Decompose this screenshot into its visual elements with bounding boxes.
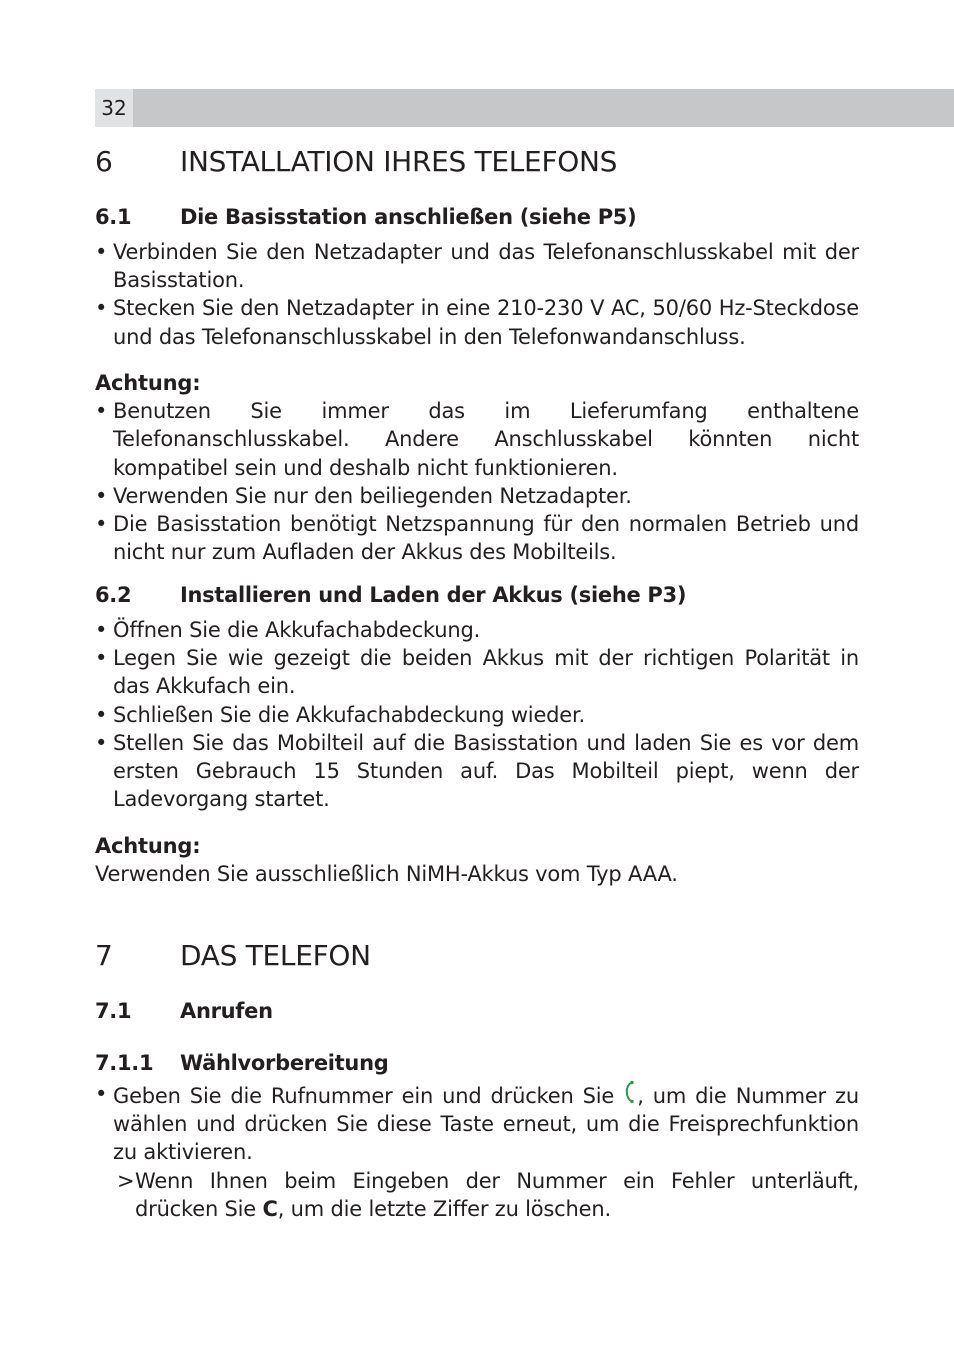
page-header-band (95, 89, 954, 127)
section-title: Anrufen (180, 999, 273, 1023)
section-number: 7 (95, 939, 113, 972)
section-title: Die Basisstation anschließen (siehe P5) (180, 205, 637, 229)
note-block (95, 832, 859, 888)
list-item: • Schließen Sie die Akkufachabdeckung wieder. (95, 702, 585, 727)
note-block (95, 369, 859, 566)
list-item: • Öffnen Sie die Akkufachabdeckung. (95, 618, 481, 642)
section-title: INSTALLATION IHRES TELEFONS (180, 145, 618, 178)
list-item: • Geben Sie die Rufnummer ein und drücken Sie , um die Nummer zu wählen und drücken Sie diese Taste erneut, um die Freisprechfunktion zu aktivieren. (95, 1082, 859, 1165)
list-item: • Benutzen Sie immer das im Lieferumfang enthaltene Telefonanschlusskabel. Andere Anschlusskabel könnten nicht kompatibel sein und deshalb nicht funktionieren. (95, 399, 859, 480)
note-text: Verwenden Sie ausschließlich NiMH-Akkus vom Typ AAA. (95, 862, 678, 887)
section-number: 7.1 (95, 999, 132, 1023)
sub-list-item: > Wenn Ihnen beim Eingeben der Nummer ein Fehler unterläuft, drücken Sie C, um die letzte Ziffer zu löschen. (117, 1168, 859, 1221)
section-number: 6.2 (95, 583, 132, 607)
section-7-1-1-list (95, 1080, 859, 1223)
section-number: 7.1.1 (95, 1051, 154, 1075)
phone-call-key-icon (623, 1080, 637, 1106)
section-title: DAS TELEFON (180, 939, 371, 972)
section-6-2-list (95, 616, 859, 813)
page-number: 32 (95, 89, 133, 127)
section-title: Wählvorbereitung (180, 1051, 389, 1075)
section-number: 6 (95, 145, 113, 178)
note-label: Achtung: (95, 834, 201, 858)
list-item: • Verbinden Sie den Netzadapter und das Telefonanschlusskabel mit der Basisstation. (95, 240, 859, 293)
list-item: • Legen Sie wie gezeigt die beiden Akkus mit der richtigen Polarität in das Akkufach ein. (95, 646, 859, 699)
note-label: Achtung: (95, 371, 201, 395)
list-item: • Verwenden Sie nur den beiliegenden Netzadapter. (95, 483, 632, 508)
section-6-1-list (95, 238, 859, 351)
list-item: • Stellen Sie das Mobilteil auf die Basisstation und laden Sie es vor dem ersten Gebrauch 15 Stunden auf. Das Mobilteil piept, wenn der Ladevorgang startet. (95, 730, 859, 812)
clear-key-c: C (262, 1196, 278, 1221)
list-item: • Stecken Sie den Netzadapter in eine 210-230 V AC, 50/60 Hz-Steckdose und das Telefonanschlusskabel in den Telefonwandanschluss. (95, 296, 859, 349)
list-item: • Die Basisstation benötigt Netzspannung für den normalen Betrieb und nicht nur zum Aufladen der Akkus des Mobilteils. (95, 512, 859, 565)
section-title: Installieren und Laden der Akkus (siehe P3) (180, 583, 687, 607)
section-number: 6.1 (95, 205, 132, 229)
